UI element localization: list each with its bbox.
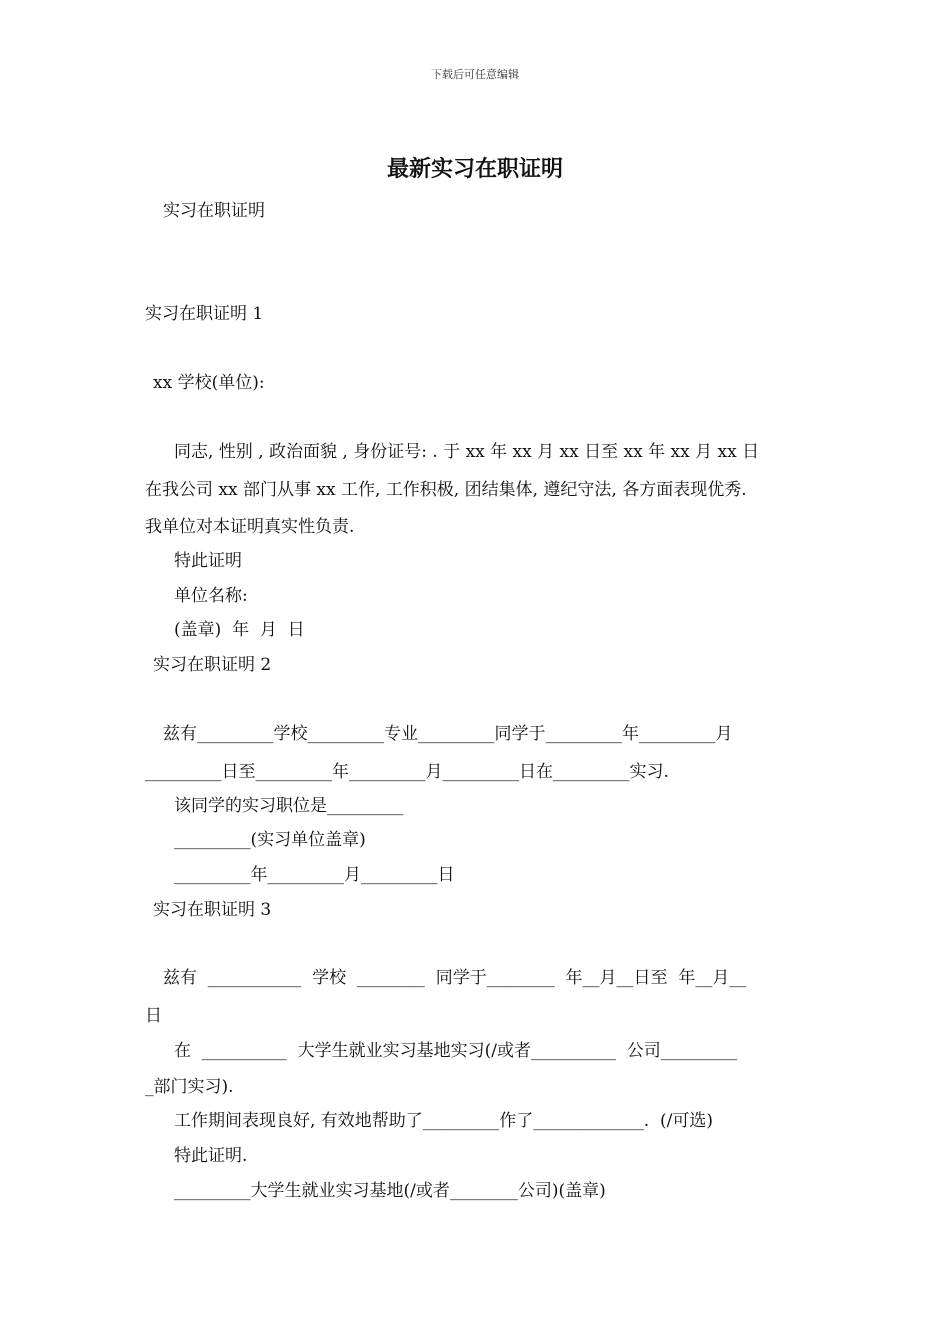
closing-statement: 特此证明. bbox=[174, 1146, 248, 1166]
page-header: 下载后可任意编辑 bbox=[431, 68, 519, 81]
seal-line: _________大学生就业实习基地(/或者________公司)(盖章) bbox=[174, 1181, 606, 1201]
body-paragraph-line: 在我公司 xx 部门从事 xx 工作, 工作积极, 团结集体, 遵纪守法, 各方面表现优秀. bbox=[145, 480, 747, 500]
body-paragraph-line: 同志, 性别 , 政治面貌 , 身份证号: . 于 xx 年 xx 月 xx 日至 xx 年 xx 月 xx 日 bbox=[174, 442, 760, 462]
document-title: 最新实习在职证明 bbox=[386, 156, 563, 182]
form-line: 日 bbox=[145, 1006, 162, 1026]
addressee: xx 学校(单位): bbox=[153, 373, 265, 393]
section-heading-1: 实习在职证明 1 bbox=[145, 304, 264, 324]
form-line: _部门实习). bbox=[145, 1077, 234, 1097]
form-line: 兹有 ___________ 学校 ________ 同学于________ 年__月__日至 年__月__ bbox=[163, 968, 747, 988]
section-heading-2: 实习在职证明 2 bbox=[153, 655, 272, 675]
form-line: 该同学的实习职位是_________ bbox=[174, 796, 404, 816]
organization-name-label: 单位名称: bbox=[174, 586, 248, 606]
form-line: 工作期间表现良好, 有效地帮助了_________作了_____________. (/可选) bbox=[174, 1111, 714, 1131]
form-line: 兹有_________学校_________专业_________同学于_________年_________月 bbox=[163, 724, 733, 744]
closing-statement: 特此证明 bbox=[174, 551, 242, 571]
date-line: _________年_________月_________日 bbox=[174, 865, 455, 885]
form-line: 在 __________ 大学生就业实习基地实习(/或者__________ 公司_________ bbox=[174, 1041, 738, 1061]
section-heading-3: 实习在职证明 3 bbox=[153, 900, 272, 920]
subtitle: 实习在职证明 bbox=[163, 201, 265, 221]
seal-date-line: (盖章) 年 月 日 bbox=[174, 620, 305, 640]
body-paragraph-line: 我单位对本证明真实性负责. bbox=[145, 517, 355, 537]
form-line: _________日至_________年_________月_________日在_________实习. bbox=[145, 762, 669, 782]
seal-line: _________(实习单位盖章) bbox=[174, 830, 366, 850]
